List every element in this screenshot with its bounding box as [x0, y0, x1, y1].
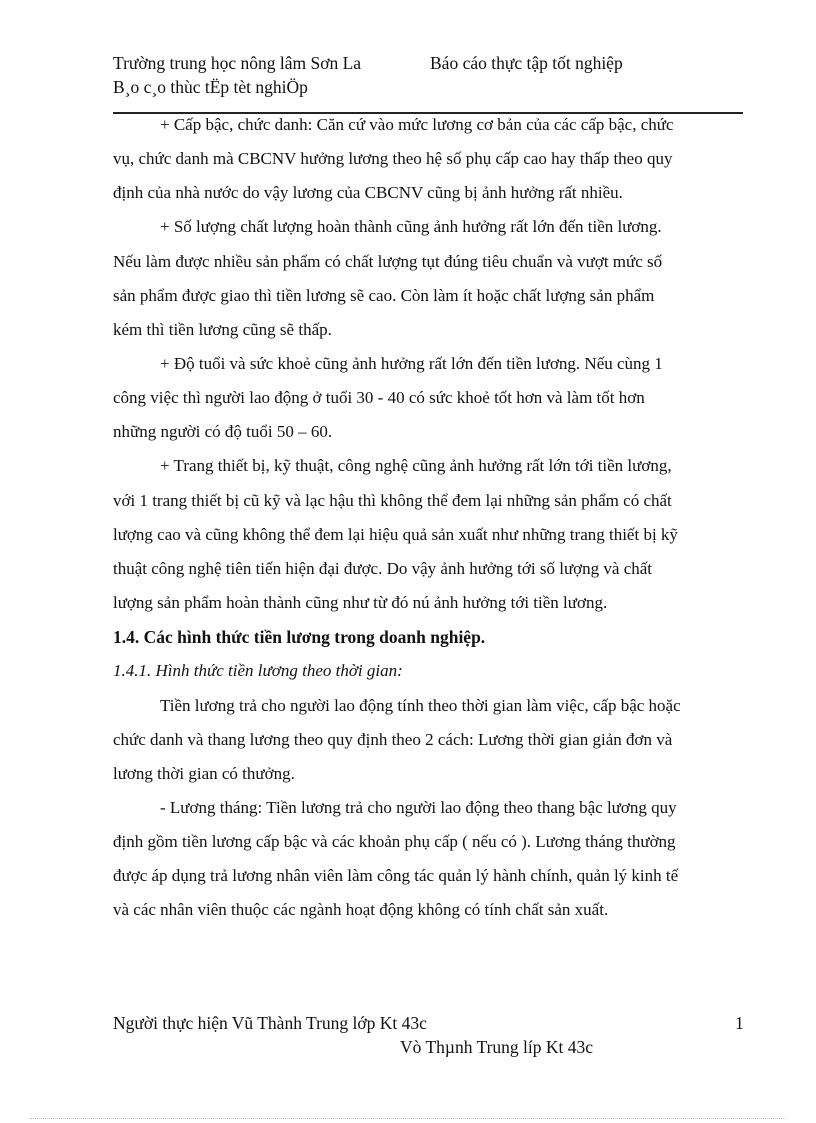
paragraph-line: + Trang thiết bị, kỹ thuật, công nghệ cũng ảnh hưởng rất lớn tới tiền lương,	[160, 456, 672, 475]
paragraph-line: - Lương tháng: Tiền lương trả cho người lao động theo thang bậc lương quy	[160, 798, 677, 817]
paragraph-line: Tiền lương trả cho người lao động tính theo thời gian làm việc, cấp bậc hoặc	[160, 696, 681, 715]
paragraph-line: sản phẩm được giao thì tiền lương sẽ cao. Còn làm ít hoặc chất lượng sản phẩm	[113, 286, 655, 305]
paragraph-line: thuật công nghệ tiên tiến hiện đại được. Do vậy ảnh hưởng tới số lượng và chất	[113, 559, 653, 578]
footer-author-garbled: Vò Thµnh Trung líp Kt 43c	[400, 1037, 594, 1057]
paragraph-line: công việc thì người lao động ở tuổi 30 - 40 có sức khoẻ tốt hơn và làm tốt hơn	[113, 388, 645, 407]
page-number: 1	[735, 1013, 744, 1033]
paragraph-line: những người có độ tuổi 50 – 60.	[113, 422, 333, 441]
paragraph-line: định của nhà nước do vậy lương của CBCNV cũng bị ảnh hưởng rất nhiều.	[113, 183, 623, 202]
paragraph-line: định gồm tiền lương cấp bậc và các khoản phụ cấp ( nếu có ). Lương tháng thường	[113, 832, 676, 851]
paragraph-line: kém thì tiền lương cũng sẽ thấp.	[113, 320, 332, 339]
paragraph-line: + Cấp bậc, chức danh: Căn cứ vào mức lương cơ bản của các cấp bậc, chức	[160, 115, 674, 134]
footer-author: Người thực hiện Vũ Thành Trung lớp Kt 43c	[113, 1013, 427, 1033]
paragraph-line: với 1 trang thiết bị cũ kỹ và lạc hậu thì không thể đem lại những sản phẩm có chất	[113, 491, 672, 510]
paragraph-line: được áp dụng trả lương nhân viên làm công tác quản lý hành chính, quản lý kinh tế	[113, 866, 679, 885]
paragraph-line: lương thời gian có thưởng.	[113, 764, 295, 783]
paragraph-line: chức danh và thang lương theo quy định theo 2 cách: Lương thời gian giản đơn và	[113, 730, 673, 749]
header-report-title-garbled: B¸o c¸o thùc tËp tèt nghiÖp	[113, 77, 308, 97]
paragraph-line: + Số lượng chất lượng hoàn thành cũng ảnh hưởng rất lớn đến tiền lương.	[160, 217, 662, 236]
paragraph-line: vụ, chức danh mà CBCNV hưởng lương theo hệ số phụ cấp cao hay thấp theo quy	[113, 149, 673, 168]
page-bottom-border	[30, 1118, 786, 1119]
paragraph-line: Nếu làm được nhiều sản phẩm có chất lượng tụt đúng tiêu chuẩn và vượt mức số	[113, 252, 663, 271]
paragraph-line: + Độ tuổi và sức khoẻ cũng ảnh hưởng rất lớn đến tiền lương. Nếu cùng 1	[160, 354, 663, 373]
subsection-heading: 1.4.1. Hình thức tiền lương theo thời gian:	[113, 661, 403, 680]
paragraph-line: lượng cao và cũng không thể đem lại hiệu quả sản xuất như những trang thiết bị kỹ	[113, 525, 678, 544]
paragraph-line: và các nhân viên thuộc các ngành hoạt động không có tính chất sản xuất.	[113, 900, 609, 919]
section-heading: 1.4. Các hình thức tiền lương trong doanh nghiệp.	[113, 627, 486, 647]
header-divider	[113, 112, 743, 114]
paragraph-line: lượng sản phẩm hoàn thành cũng như từ đó nú ảnh hưởng tới tiền lương.	[113, 593, 608, 612]
header-report-title: Báo cáo thực tập tốt nghiệp	[430, 53, 623, 73]
header-school: Trường trung học nông lâm Sơn La	[113, 53, 362, 73]
